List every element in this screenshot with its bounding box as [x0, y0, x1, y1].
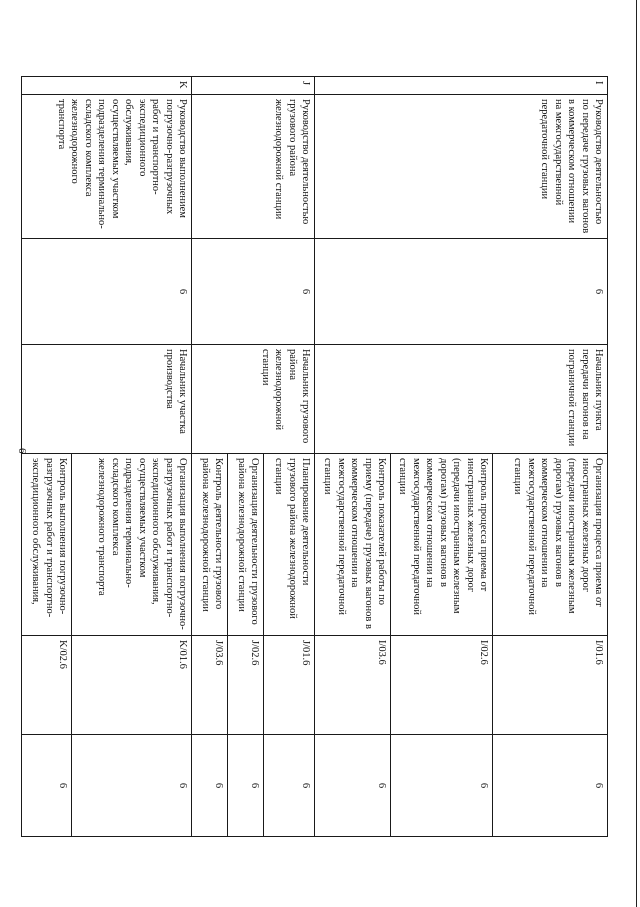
function-level: 6 [391, 735, 493, 837]
function-name: Организация выполнения погрузочно-разгрузочных работ и транспортно-экспедиционного обслуживания, осуществляемых участком подразделения терминально-складского комплекса железнодорожного транспорта [72, 454, 192, 636]
group-name: Руководство деятельностью по передаче грузовых вагонов в коммерческом отношении на межгосударственной передаточной станции [315, 95, 608, 239]
group-code: I [315, 77, 608, 95]
position-title: Начальник участка производства [22, 345, 192, 454]
function-level: 6 [22, 735, 72, 837]
group-name: Руководство выполнением погрузочно-разгрузочных работ и транспортно-экспедиционного обслуживания, осуществляемых участком подразделения терминально-складского комплекса железнодорожного транспорта [22, 95, 192, 239]
function-level: 6 [192, 735, 228, 837]
function-name: Контроль процесса приема от иностранных железных дорог (передачи иностранным железным дорогам) грузовых вагонов в коммерческом отношении на межгосударственной передаточной станции [391, 454, 493, 636]
function-name: Контроль выполнения погрузочно-разгрузочных работ и транспортно-экспедиционного обслуживания, [22, 454, 72, 636]
page-number: 6 [16, 448, 28, 454]
function-code: K/02.6 [22, 636, 72, 735]
function-code: J/01.6 [264, 636, 315, 735]
function-name: Контроль деятельности грузового района железнодорожной станции [192, 454, 228, 636]
group-name: Руководство деятельностью грузового района железнодорожной станции [192, 95, 315, 239]
function-level: 6 [228, 735, 264, 837]
table-row [72, 77, 192, 837]
table-row [493, 77, 608, 837]
function-name: Планирование деятельности грузового района железнодорожной станции [264, 454, 315, 636]
position-title: Начальник пункта передачи вагонов на пограничной станции [315, 345, 608, 454]
function-name: Организация деятельности грузового района железнодорожной станции [228, 454, 264, 636]
function-name: Контроль показателей работы по приему (передаче) грузовых вагонов в коммерческом отношении на межгосударственной передаточной станции [315, 454, 391, 636]
function-level: 6 [493, 735, 608, 837]
function-code: I/01.6 [493, 636, 608, 735]
function-code: I/02.6 [391, 636, 493, 735]
function-level: 6 [315, 735, 391, 837]
function-code: J/03.6 [192, 636, 228, 735]
group-level: 6 [315, 239, 608, 345]
function-name: Организация процесса приема от иностранных железных дорог (передачи иностранным железным дорогам) грузовых вагонов в коммерческом отношении на межгосударственной передаточной станции [493, 454, 608, 636]
functions-table [21, 76, 608, 837]
group-level: 6 [192, 239, 315, 345]
function-code: I/03.6 [315, 636, 391, 735]
function-level: 6 [72, 735, 192, 837]
group-level: 6 [22, 239, 192, 345]
rotated-table-container [30, 76, 608, 836]
function-code: J/02.6 [228, 636, 264, 735]
function-code: K/01.6 [72, 636, 192, 735]
table-row [264, 77, 315, 837]
group-code: K [22, 77, 192, 95]
function-level: 6 [264, 735, 315, 837]
position-title: Начальник грузового района железнодорожной станции [192, 345, 315, 454]
group-code: J [192, 77, 315, 95]
page-edge-line [636, 0, 637, 907]
